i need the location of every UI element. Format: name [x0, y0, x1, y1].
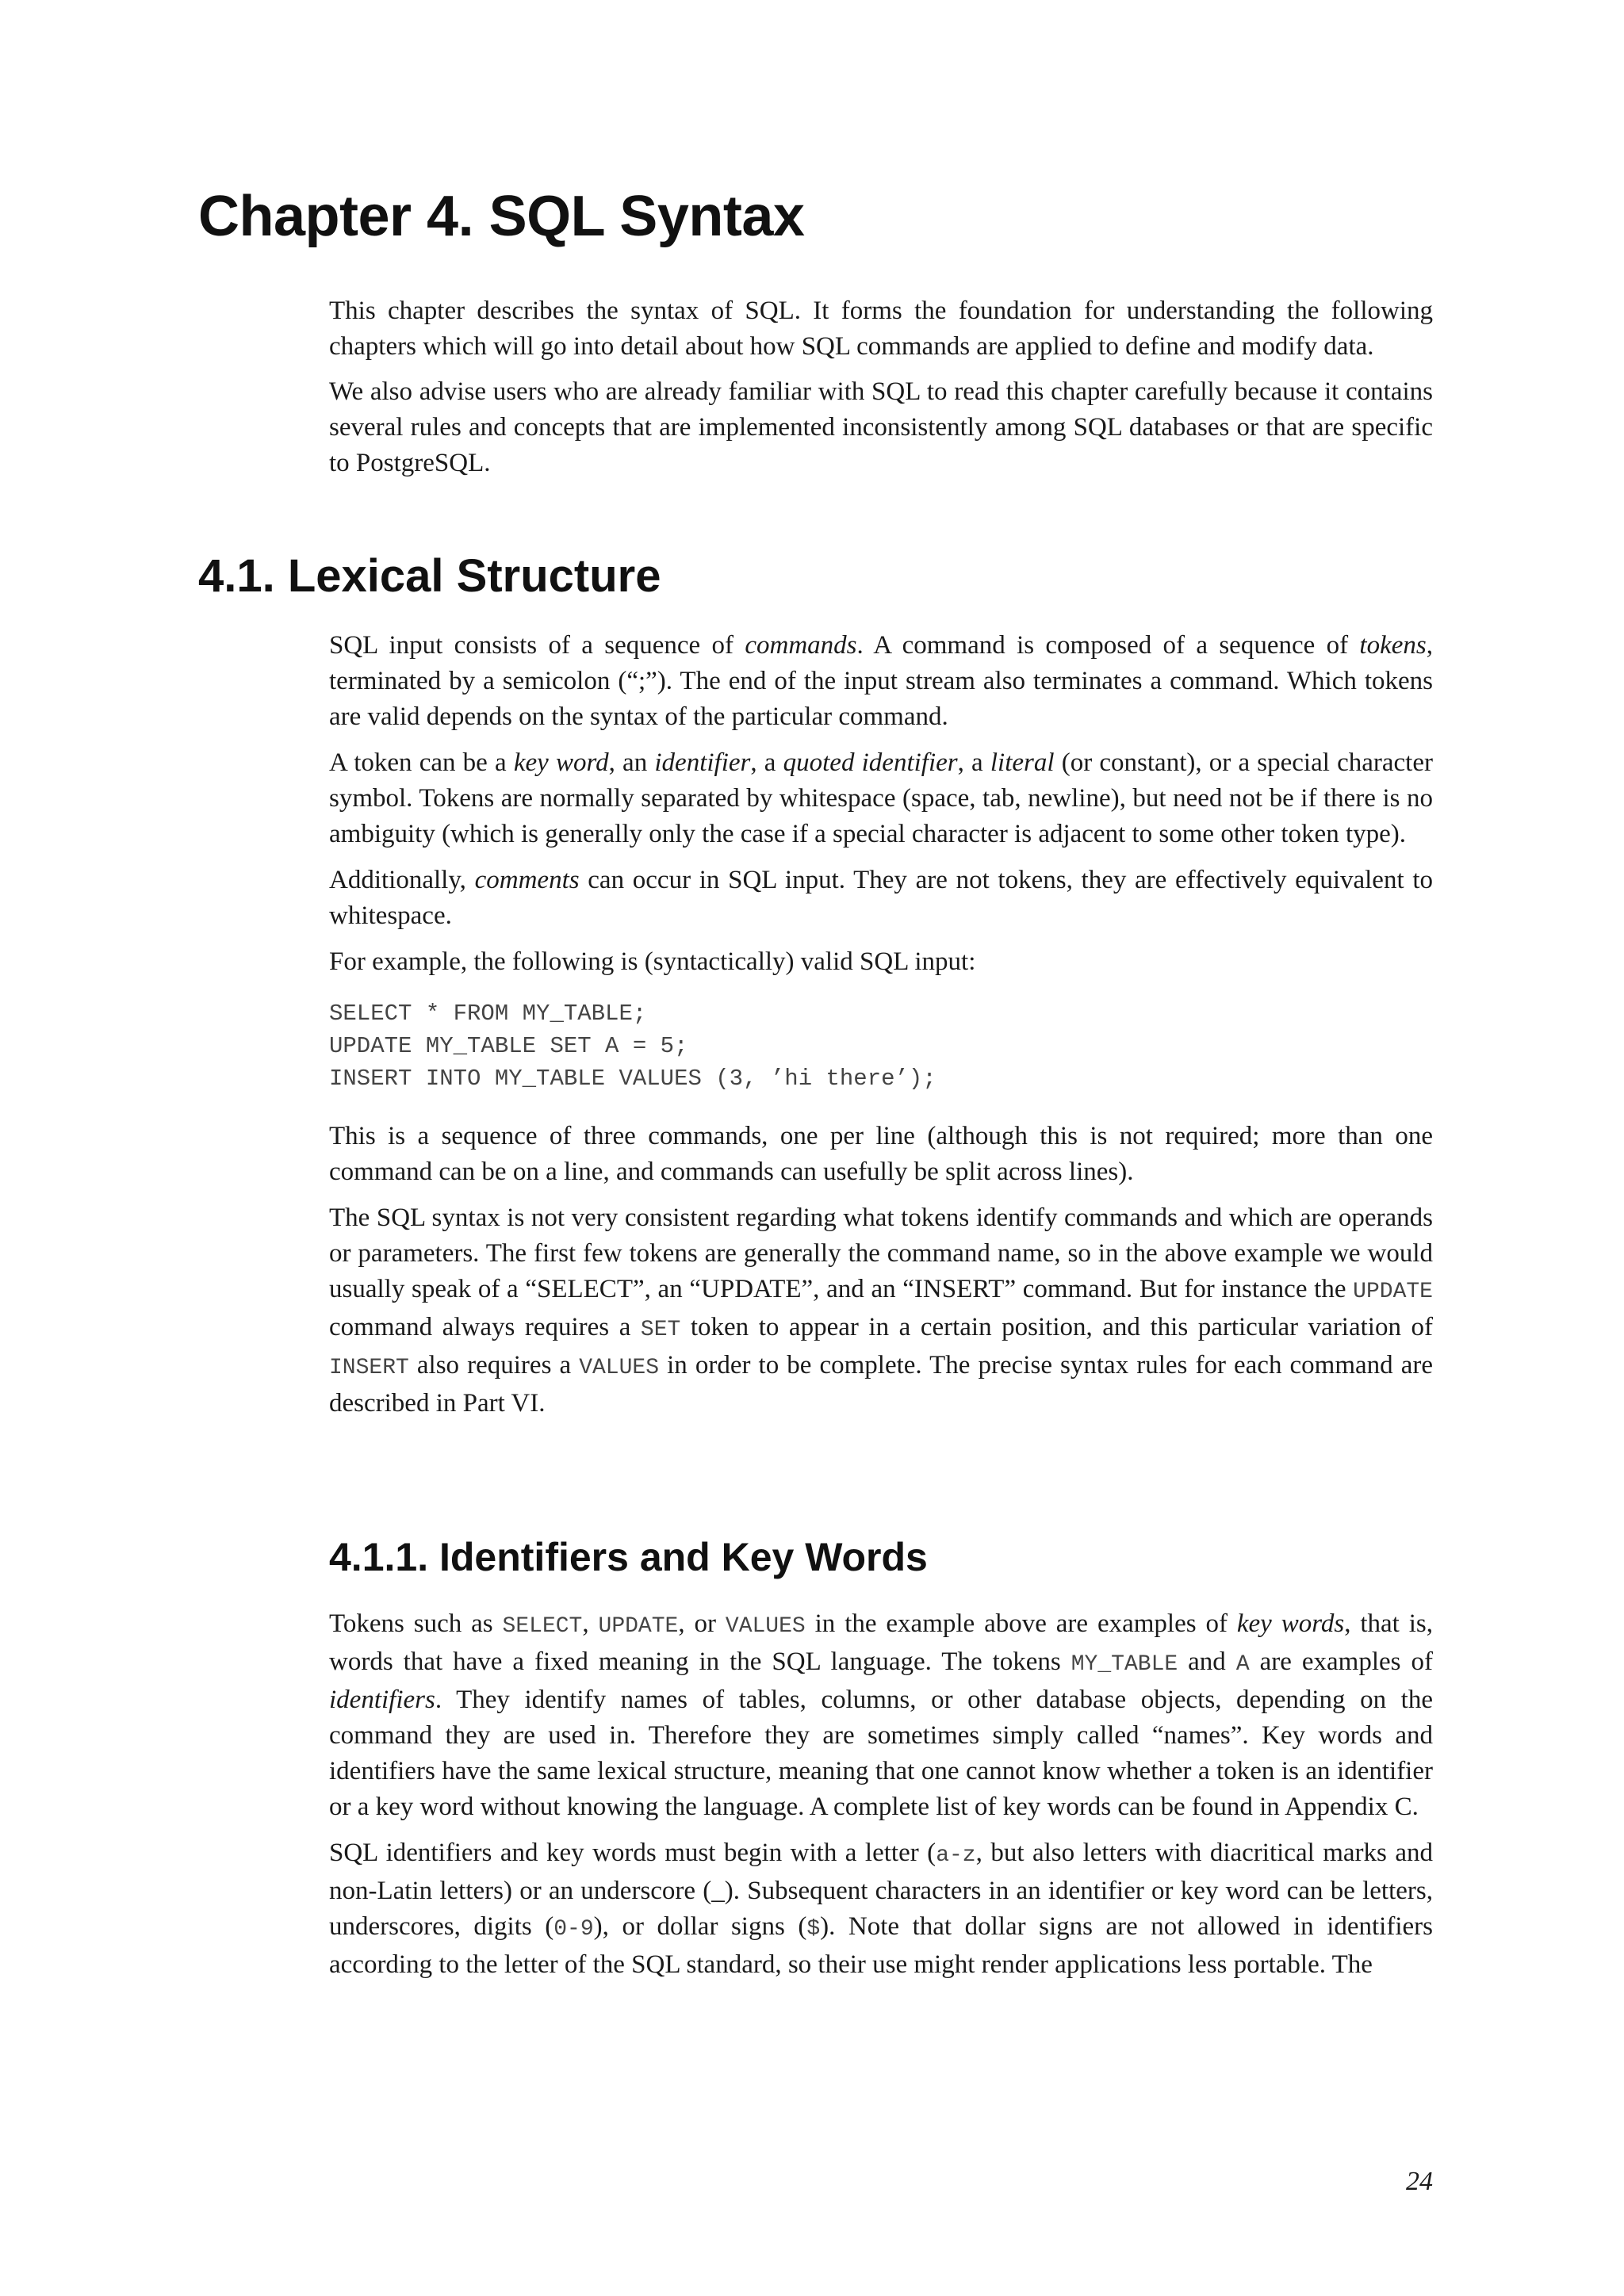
paragraph-key-words: Tokens such as SELECT, UPDATE, or VALUES in the example above are examples of key words, that is, words that have a fixed meaning in the SQL language. The tokens MY_TABLE and A are examples of identifiers. They identify names of tables, columns, or other database objects, depending on the command they are used in. Therefore they are sometimes simply called “names”. Key words and identifiers have the same lexical structure, meaning that one cannot know whether a token is an identifier or a key word without knowing the language. A complete list of key words can be found in Appendix C.	[329, 1609, 1433, 1821]
subsection-title-identifiers: 4.1.1. Identifiers and Key Words	[329, 1535, 928, 1579]
chapter-intro	[329, 293, 1433, 481]
code-line: UPDATE MY_TABLE SET A = 5;	[329, 1033, 688, 1059]
paragraph-identifier-characters: SQL identifiers and key words must begin with a letter (a-z, but also letters with diacritical marks and non-Latin letters) or an underscore (_). Subsequent characters in an identifier or key word can be letters, underscores, digits (0-9), or dollar signs ($). Note that dollar signs are not allowed in identifiers according to the letter of the SQL standard, so their use might render applications less portable. The	[329, 1839, 1434, 1979]
code-line: SELECT * FROM MY_TABLE;	[329, 1001, 647, 1027]
paragraph-three-commands: This is a sequence of three commands, one per line (although this is not required; more than one command can be on a line, and commands can usefully be split across lines).	[329, 1122, 1433, 1186]
page-number: 24	[1406, 2167, 1433, 2196]
section-title-lexical-structure: 4.1. Lexical Structure	[198, 550, 661, 602]
chapter-title: Chapter 4. SQL Syntax	[198, 185, 805, 248]
paragraph-comments: Additionally, comments can occur in SQL input. They are not tokens, they are effectively equivalent to whitespace.	[329, 866, 1433, 930]
sql-code-listing	[329, 997, 1433, 1095]
paragraph-token-types: A token can be a key word, an identifier, a quoted identifier, a literal (or constant), or a special character symbol. Tokens are normally separated by whitespace (space, tab, newline), but need not be if there is no ambiguity (which is generally only the case if a special character is adjacent to some other token type).	[329, 748, 1433, 848]
intro-paragraph-2: We also advise users who are already familiar with SQL to read this chapter carefully because it contains several rules and concepts that are implemented inconsistently among SQL databases or that are specific to PostgreSQL.	[329, 377, 1433, 477]
paragraph-example-intro: For example, the following is (syntactically) valid SQL input:	[329, 947, 976, 976]
section-lexical-structure-body	[329, 628, 1433, 1422]
subsection-identifiers-body	[329, 1606, 1433, 1983]
paragraph-commands: SQL input consists of a sequence of commands. A command is composed of a sequence of tokens, terminated by a semicolon (“;”). The end of the input stream also terminates a command. Which tokens are valid depends on the syntax of the particular command.	[329, 631, 1433, 731]
intro-paragraph-1: This chapter describes the syntax of SQL. It forms the foundation for understanding the following chapters which will go into detail about how SQL commands are applied to define and modify data.	[329, 297, 1433, 361]
code-line: INSERT INTO MY_TABLE VALUES (3, ’hi there’);	[329, 1066, 936, 1092]
paragraph-syntax-consistency: The SQL syntax is not very consistent regarding what tokens identify commands and which are operands or parameters. The first few tokens are generally the command name, so in the above example we would usually speak of a “SELECT”, an “UPDATE”, and an “INSERT” command. But for instance the UPDATE command always requires a SET token to appear in a certain position, and this particular variation of INSERT also requires a VALUES in order to be complete. The precise syntax rules for each command are described in Part VI.	[329, 1203, 1434, 1418]
